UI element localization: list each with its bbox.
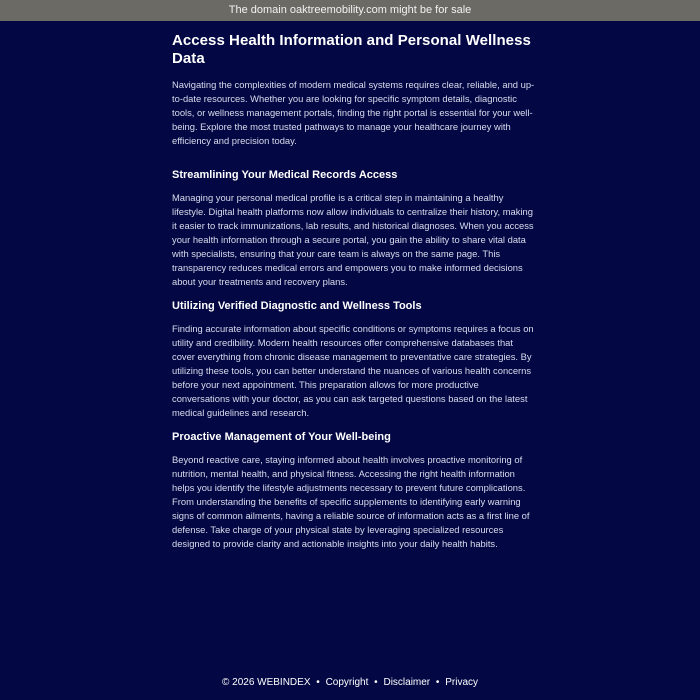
- footer-link-disclaimer[interactable]: Disclaimer: [383, 677, 431, 688]
- section-diagnostic-tools: [172, 299, 538, 420]
- footer-copyright: © 2026 WEBINDEX: [221, 677, 311, 688]
- footer: [0, 677, 700, 689]
- section-heading: Proactive Management of Your Well-being: [172, 431, 391, 443]
- footer-separator: •: [435, 677, 440, 688]
- footer-link-copyright[interactable]: Copyright: [325, 677, 369, 688]
- section-paragraph: Beyond reactive care, staying informed about health involves proactive monitoring of nutrition, mental health, and physical fitness. Accessing the right health information helps you identify the lifestyle adjustments necessary to prevent future complications. From understanding the benefits of specific supplements to identifying early warning signs of common ailments, having a reliable source of information acts as a first line of defense. Take charge of your physical state by leveraging specialized resources designed to provide clarity and actionable insights into your daily health habits.: [172, 454, 530, 549]
- section-medical-records: [172, 168, 538, 289]
- section-heading: Streamlining Your Medical Records Access: [172, 169, 398, 181]
- footer-separator: •: [316, 677, 320, 688]
- main-content: [172, 32, 538, 551]
- section-paragraph: Managing your personal medical profile is a critical step in maintaining a healthy lifestyle. Digital health platforms now allow individuals to centralize their history, making it easier to track immunizations, lab results, and historical diagnoses. When you access your health information through a secure portal, you gain the ability to share vital data with specialists, ensuring that your care team is always on the same page. This transparency reduces medical errors and empowers you to make informed decisions about your treatments and recovery plans.: [172, 192, 534, 287]
- domain-sale-banner[interactable]: The domain oaktreemobility.com might be for sale: [0, 0, 700, 21]
- intro-paragraph: Navigating the complexities of modern medical systems requires clear, reliable, and up-to-date resources. Whether you are looking for specific symptom details, diagnostic tools, or wellness management portals, finding the right portal is essential for your well-being. Explore the most trusted pathways to manage your healthcare journey with efficiency and precision today.: [172, 79, 535, 146]
- section-heading: Utilizing Verified Diagnostic and Wellness Tools: [172, 300, 422, 312]
- footer-link-privacy[interactable]: Privacy: [445, 677, 479, 688]
- section-paragraph: Finding accurate information about specific conditions or symptoms requires a focus on utility and credibility. Modern health resources offer comprehensive databases that cover everything from chronic disease management to preventative care strategies. By utilizing these tools, you can better understand the nuances of various health concerns before your next appointment. This preparation allows for more productive conversations with your doctor, as you can ask targeted questions based on the latest medical guidelines and research.: [172, 323, 534, 418]
- page-title: Access Health Information and Personal Wellness Data: [172, 32, 531, 67]
- footer-separator: •: [374, 677, 378, 688]
- section-wellbeing: [172, 430, 538, 551]
